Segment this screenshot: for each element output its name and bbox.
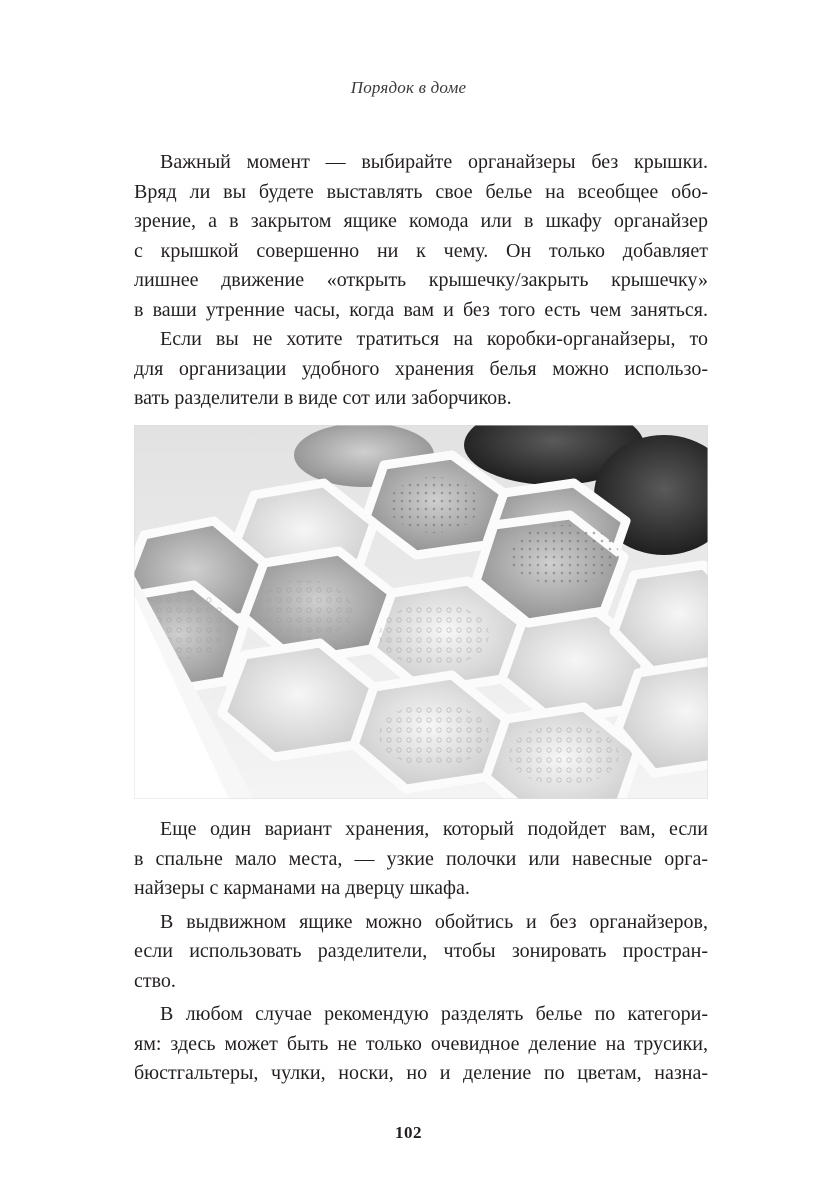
text-line: если использовать разделители, чтобы зонировать простран- [134,940,708,962]
page-number: 102 [395,1123,422,1142]
text-line: Вряд ли вы будете выставлять свое белье на всеобщее обо- [134,180,708,203]
text-line: зрение, а в закрытом ящике комода или в шкафу органайзер [134,210,708,232]
text-line: для организации удобного хранения белья можно использо- [134,357,708,380]
text-line: в спальне мало места, — узкие полочки или навесные орга- [134,847,708,870]
photo-honeycomb-organizer [134,425,708,799]
text-line: вать разделители в виде сот или заборчиков. [134,387,512,409]
text-line: с крышкой совершенно ни к чему. Он только добавляет [134,239,708,262]
running-head: Порядок в доме [350,78,467,97]
text-line: в ваши утренние часы, когда вам и без того есть чем заняться. [134,298,708,321]
text-line: ям: здесь может быть не только очевидное деление на трусики, [134,1032,708,1055]
text-block-bottom [134,815,708,1089]
text-line: ство. [134,969,176,992]
text-line: Еще один вариант хранения, который подойдет вам, если [160,818,708,840]
text-line: Если вы не хотите тратиться на коробки-органайзеры, то [160,328,708,350]
text-line: бюстгальтеры, чулки, носки, но и деление по цветам, назна- [134,1062,708,1084]
text-line: найзеры с карманами на дверцу шкафа. [134,877,470,899]
text-line: В любом случае рекомендую разделять белье по категори- [160,1003,708,1025]
text-line: лишнее движение «открыть крышечку/закрыть крышечку» [134,269,708,291]
text-line: В выдвижном ящике можно обойтись и без органайзеров, [160,910,708,933]
honeycomb-drawer-image [134,425,708,799]
text-block-top [134,148,708,414]
text-line: Важный момент — выбирайте органайзеры без крышки. [160,151,708,173]
